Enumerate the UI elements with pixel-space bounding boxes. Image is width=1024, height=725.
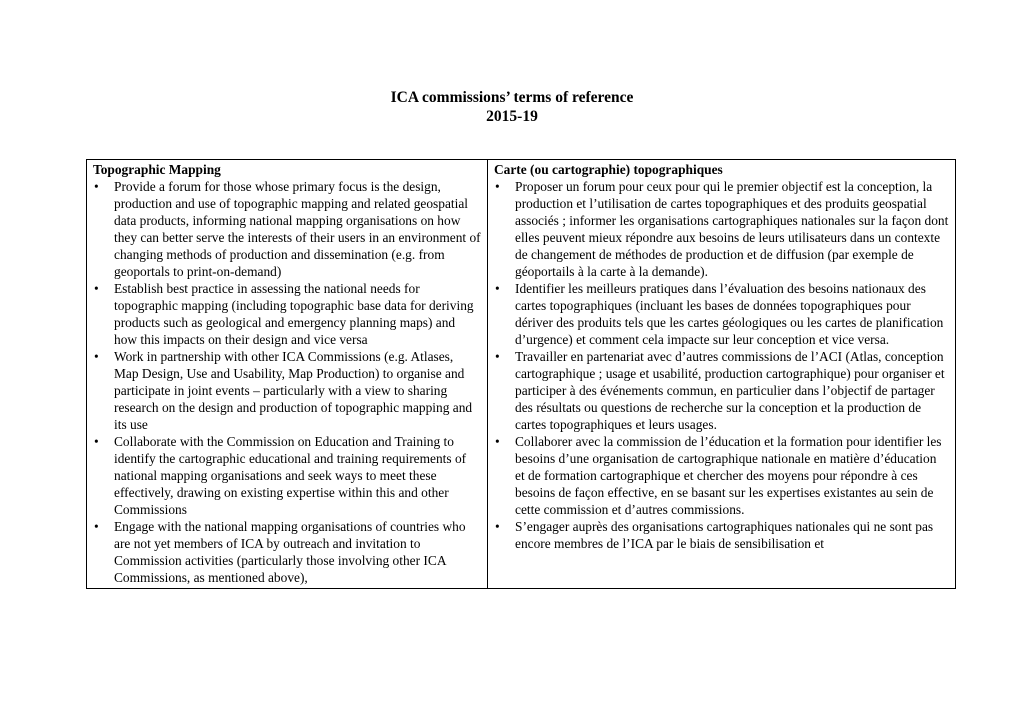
list-item <box>93 518 481 586</box>
bullet-icon: • <box>495 434 500 449</box>
bullet-icon: • <box>94 434 99 449</box>
list-item <box>494 433 949 518</box>
bullet-icon: • <box>495 349 500 364</box>
list-item-text: Provide a forum for those whose primary focus is the design, production and use of topographic mapping and related geospatial data products, informing national mapping organisations on how they can better serve the interests of their users in an environment of changing methods of production and dissemination (e.g. from geoportals to print-on-demand) <box>114 179 481 279</box>
list-item <box>93 280 481 348</box>
bullet-icon: • <box>495 179 500 194</box>
list-item-text: Travailler en partenariat avec d’autres commissions de l’ACI (Atlas, conception cartographique ; usage et usabilité, production cartographique) pour organiser et participer à des événements commun, en particulier dans l’objectif de partager des résultats ou questions de recherche sur la conception et la production de cartes topographiques et leurs usages. <box>515 349 945 432</box>
list-item-text: Establish best practice in assessing the national needs for topographic mapping (including topographic base data for deriving products such as geological and emergency planning maps) and how this impacts on their design and vice versa <box>114 281 474 347</box>
list-item <box>494 518 949 552</box>
list-item <box>93 433 481 518</box>
bullet-icon: • <box>94 281 99 296</box>
bullet-icon: • <box>94 519 99 534</box>
list-item <box>93 348 481 433</box>
french-list <box>494 178 949 552</box>
list-item <box>93 178 481 280</box>
french-heading: Carte (ou cartographie) topographiques <box>494 162 723 177</box>
list-item-text: Identifier les meilleurs pratiques dans l’évaluation des besoins nationaux des cartes topographiques (incluant les bases de données topographiques pour dériver des produits tels que les cartes géologiques ou les cartes de planification d’urgence) et comment cela impacte sur leur conception et vice versa. <box>515 281 944 347</box>
list-item <box>494 280 949 348</box>
list-item-text: S’engager auprès des organisations cartographiques nationales qui ne sont pas encore membres de l’ICA par le biais de sensibilisation et <box>515 519 934 551</box>
list-item-text: Collaborer avec la commission de l’éducation et la formation pour identifier les besoins d’une organisation de cartographique nationale en matière d’éducation et de formation cartographique et chercher des moyens pour répondre à ces besoins de façon effective, en se basant sur les expertises existantes au sein de cette commission et d’autres commissions. <box>515 434 942 517</box>
french-column <box>488 160 956 589</box>
document-subtitle: 2015-19 <box>486 108 538 125</box>
english-list <box>93 178 481 586</box>
english-heading: Topographic Mapping <box>93 162 221 177</box>
table-row <box>87 160 956 589</box>
bullet-icon: • <box>495 281 500 296</box>
list-item-text: Engage with the national mapping organisations of countries who are not yet members of ICA by outreach and invitation to Commission activities (particularly those involving other ICA Commissions, as mentioned above), <box>114 519 466 585</box>
list-item <box>494 178 949 280</box>
list-item-text: Collaborate with the Commission on Education and Training to identify the cartographic educational and training requirements of national mapping organisations and seek ways to meet these effectively, drawing on existing expertise within this and other Commissions <box>114 434 467 517</box>
terms-table <box>86 159 956 589</box>
list-item-text: Work in partnership with other ICA Commissions (e.g. Atlases, Map Design, Use and Usability, Map Production) to organise and participate in joint events – particularly with a view to sharing research on the design and production of topographic mapping and its use <box>114 349 473 432</box>
bullet-icon: • <box>94 179 99 194</box>
english-column <box>87 160 488 589</box>
bullet-icon: • <box>495 519 500 534</box>
list-item <box>494 348 949 433</box>
bullet-icon: • <box>94 349 99 364</box>
document-title: ICA commissions’ terms of reference <box>390 89 634 106</box>
list-item-text: Proposer un forum pour ceux pour qui le premier objectif est la conception, la production et l’utilisation de cartes topographiques et des produits geospatial associés ; informer les organisations cartographiques nationales sur la façon dont elles peuvent mieux répondre aux besoins de leurs utilisateurs dans un contexte de changement de méthodes de production et de diffusion (par exemple de géoportails à la carte à la demande). <box>515 179 949 279</box>
